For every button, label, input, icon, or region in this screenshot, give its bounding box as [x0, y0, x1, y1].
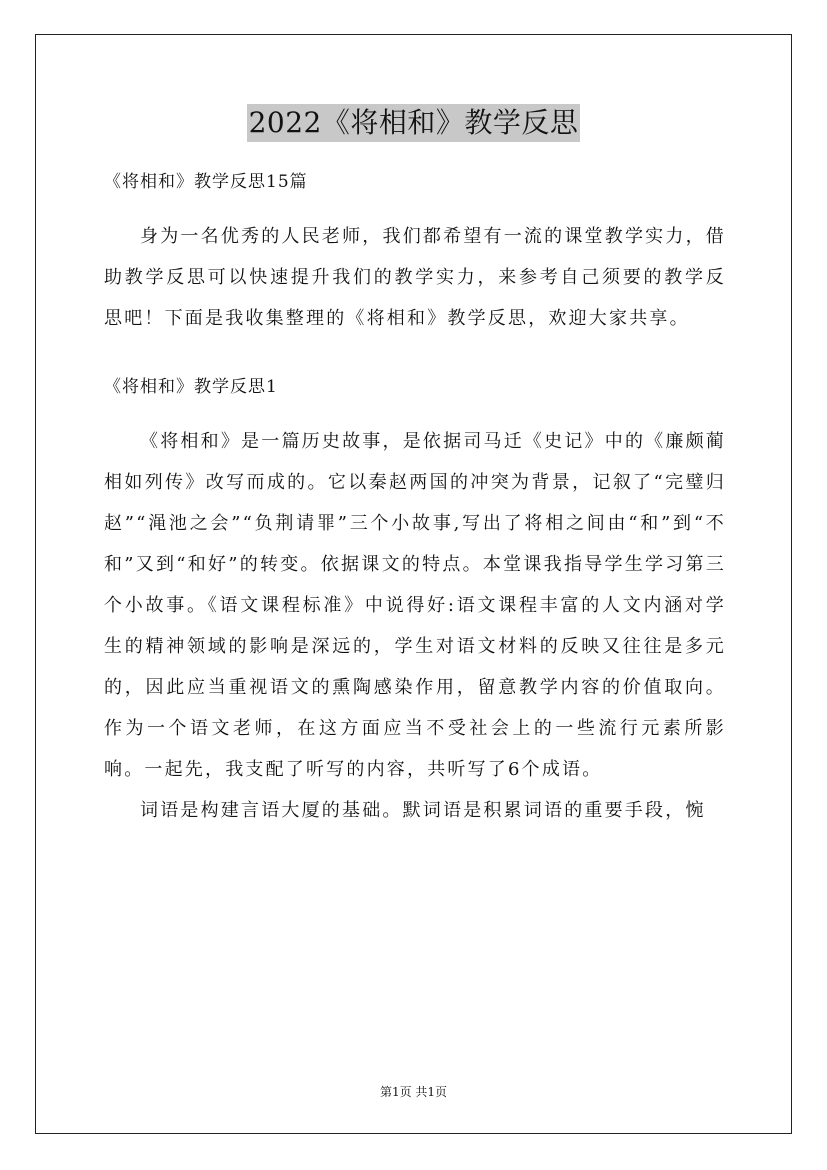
document-subtitle: 《将相和》教学反思15篇: [104, 172, 308, 192]
body-paragraph-2: 词语是构建言语大厦的基础。默词语是积累词语的重要手段，惋: [140, 800, 706, 821]
document-body: [104, 172, 726, 831]
page-footer: 第1页 共1页: [379, 1085, 448, 1099]
title-container: [0, 104, 827, 142]
intro-paragraph: 身为一名优秀的人民老师，我们都希望有一流的课堂教学实力，借助教学反思可以快速提升我们的教学实力，来参考自己须要的教学反思吧！下面是我收集整理的《将相和》教学反思，欢迎大家共享。: [104, 226, 726, 329]
body-paragraph-1: 《将相和》是一篇历史故事，是依据司马迁《史记》中的《廉颇蔺相如列传》改写而成的。它以秦赵两国的冲突为背景，记叙了“完璧归赵”“渑池之会”“负荆请罪”三个小故事,写出了将相之间由“和”到“不和”又到“和好”的转变。依据课文的特点。本堂课我指导学生学习第三个小故事。《语文课程标准》中说得好:语文课程丰富的人文内涵对学生的精神领域的影响是深远的，学生对语文材料的反映又往往是多元的，因此应当重视语文的熏陶感染作用，留意教学内容的价值取向。作为一个语文老师，在这方面应当不受社会上的一些流行元素所影响。一起先，我支配了听写的内容，共听写了6个成语。: [104, 431, 726, 780]
section-heading: 《将相和》教学反思1: [104, 377, 278, 397]
document-title: 2022《将相和》教学反思: [247, 104, 581, 142]
section-gap: [104, 339, 726, 377]
